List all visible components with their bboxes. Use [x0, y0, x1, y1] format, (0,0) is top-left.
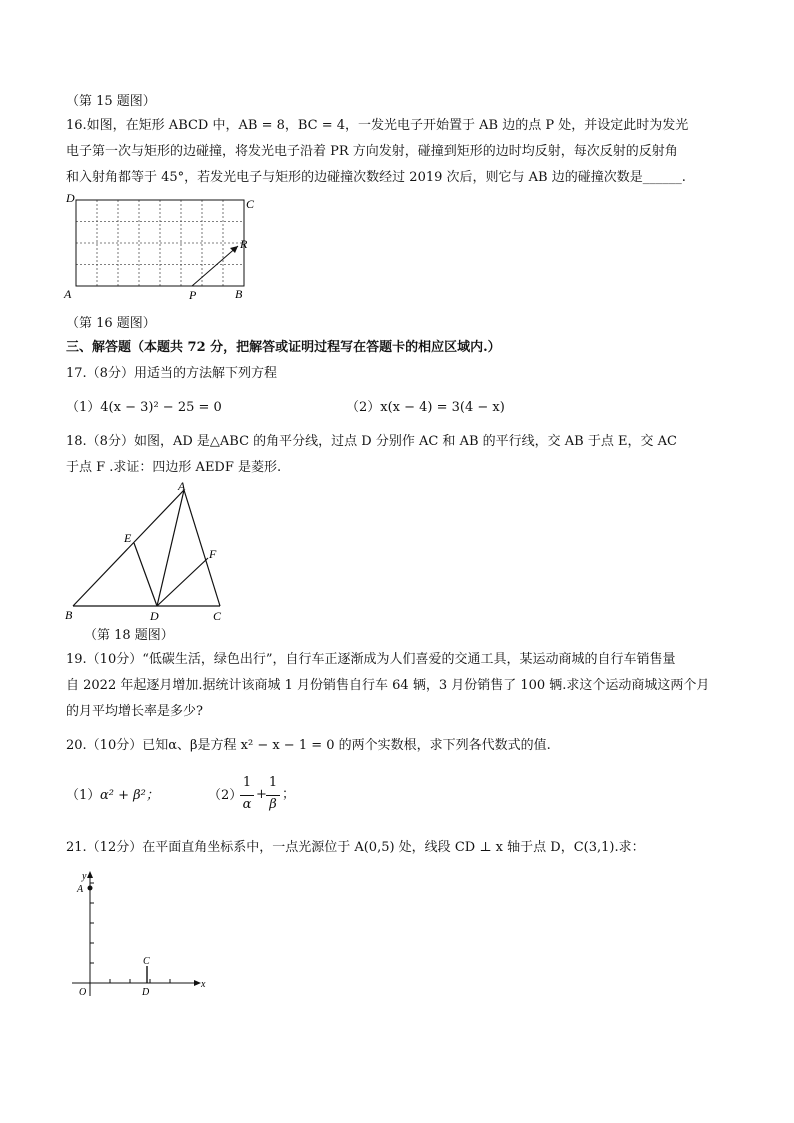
q20-stem: 20.（10分）已知α、β是方程 x² − x − 1 = 0 的两个实数根，求下列各代数式的值. — [66, 738, 551, 753]
label-b: B — [65, 608, 73, 622]
label-d: D — [150, 609, 159, 623]
semicolon: ； — [282, 787, 296, 802]
frac2-numerator: 1 — [268, 775, 278, 790]
q17-part2: （2）x(x − 4) = 3(4 − x) — [346, 400, 505, 415]
plus-sign: + — [256, 787, 267, 802]
q16-line3: 和入射角都等于 45°，若发光电子与矩形的边碰撞次数经过 2019 次后，则它与 AB 边的碰撞次数是______. — [66, 170, 686, 185]
label-p: P — [189, 288, 197, 302]
q20-part1-expr: α² + β²； — [100, 788, 159, 803]
point-a — [88, 886, 93, 891]
fig18-caption: （第 18 题图） — [84, 628, 174, 643]
q17-part1: （1）4(x − 3)² − 25 = 0 — [66, 400, 222, 415]
frac1-numerator: 1 — [242, 775, 252, 790]
q20-part2-label: （2） — [208, 788, 243, 803]
label-a: A — [178, 479, 186, 493]
label-d: D — [66, 191, 75, 205]
q19-line2: 自 2022 年起逐月增加.据统计该商城 1 月份销售自行车 64 辆，3 月份销售了 100 辆.求这个运动商城这两个月 — [66, 678, 710, 693]
section3-heading: 三、解答题（本题共 72 分，把解答或证明过程写在答题卡的相应区域内.） — [66, 340, 501, 355]
q19-line1: 19.（10分）“低碳生活，绿色出行”，自行车正逐渐成为人们喜爱的交通工具，某运动商城的自行车销售量 — [66, 652, 676, 667]
ray-pr — [192, 246, 238, 286]
fig21-coordinate-plane — [66, 868, 216, 1003]
label-c: C — [246, 197, 255, 211]
q18-line2: 于点 F .求证：四边形 AEDF 是菱形. — [66, 460, 282, 475]
fig15-caption: （第 15 题图） — [66, 94, 156, 109]
label-a: A — [64, 287, 72, 301]
label-o: O — [79, 987, 87, 998]
label-r: R — [240, 237, 248, 251]
q16-line2: 电子第一次与矩形的边碰撞，将发光电子沿着 PR 方向发射，碰撞到矩形的边时均反射，每次反射的反射角 — [66, 144, 678, 159]
frac2-denominator: β — [269, 797, 277, 812]
q16-line1: 16.如图，在矩形 ABCD 中，AB = 8，BC = 4，一发光电子开始置于 AB 边的点 P 处，并设定此时为发光 — [66, 118, 689, 133]
label-d: D — [142, 987, 150, 998]
q20-part1-label: （1） — [66, 788, 101, 803]
label-e: E — [124, 531, 132, 545]
q17-stem: 17.（8分）用适当的方法解下列方程 — [66, 366, 277, 381]
label-c: C — [143, 956, 150, 967]
q21-stem: 21.（12分）在平面直角坐标系中，一点光源位于 A(0,5) 处，线段 CD ⊥ x 轴于点 D，C(3,1).求： — [66, 840, 645, 855]
fig16-caption: （第 16 题图） — [66, 316, 156, 331]
label-c: C — [213, 609, 222, 623]
label-f: F — [209, 547, 217, 561]
label-a: A — [77, 884, 84, 895]
q18-line1: 18.（8分）如图，AD 是△ABC 的角平分线，过点 D 分别作 AC 和 AB 的平行线，交 AB 于点 E，交 AC — [66, 434, 677, 449]
label-y: y — [82, 871, 87, 882]
q20-part2-expr — [240, 775, 300, 819]
label-b: B — [235, 287, 243, 301]
fig16-rectangle-grid — [60, 190, 260, 305]
fig18-triangle — [62, 478, 242, 628]
label-x: x — [201, 979, 206, 990]
frac1-denominator: α — [242, 797, 252, 812]
q19-line3: 的月平均增长率是多少? — [66, 704, 203, 719]
